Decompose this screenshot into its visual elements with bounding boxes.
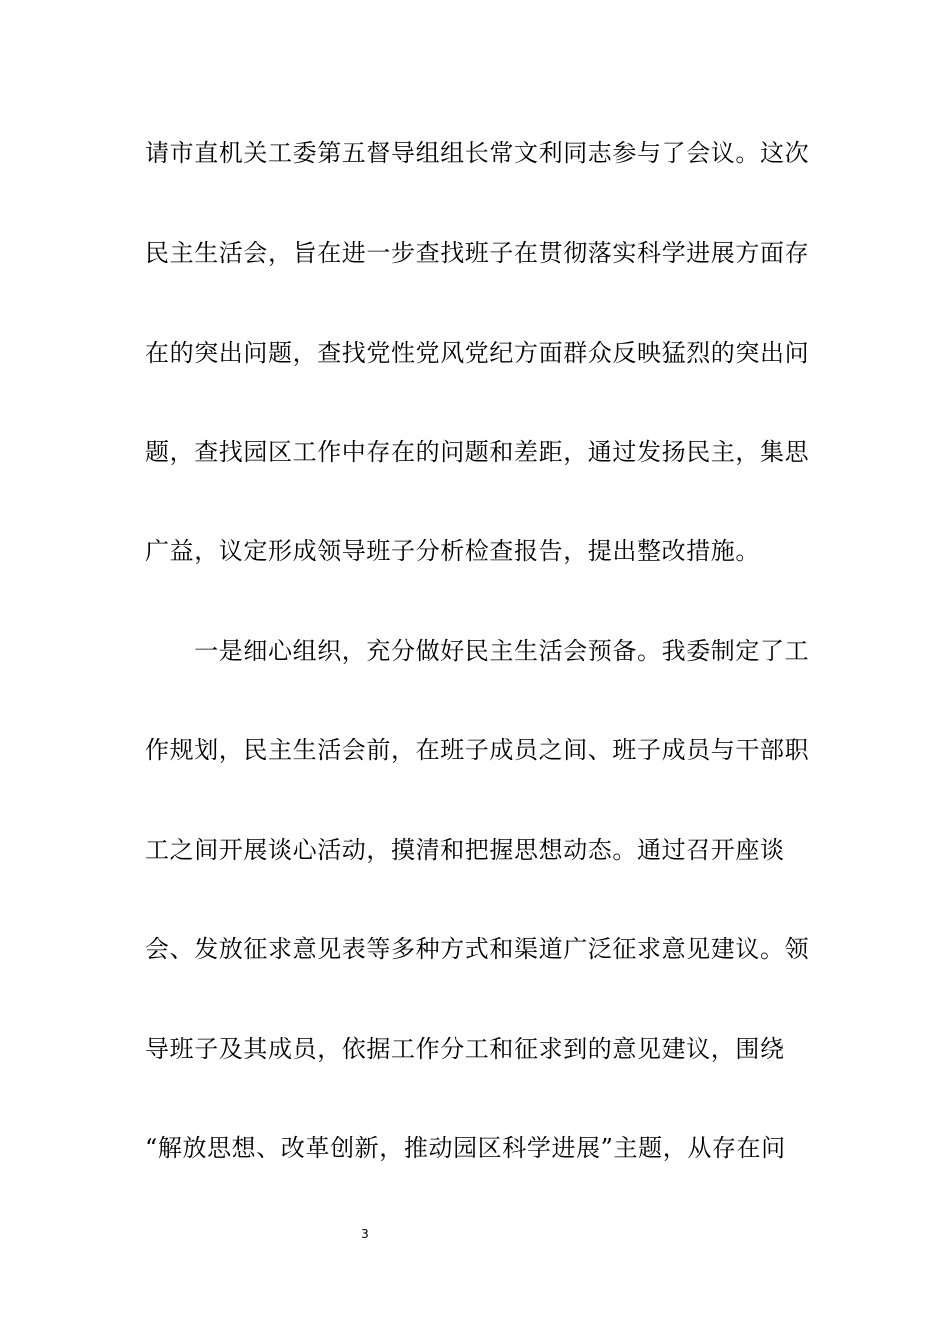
page-number: 3	[361, 1227, 369, 1241]
body-text-line: 导班子及其成员，依据工作分工和征求到的意见建议，围绕	[145, 1035, 785, 1063]
body-text-line: 广益，议定形成领导班子分析检查报告，提出整改措施。	[145, 537, 760, 565]
paragraph-first-line: 一是细心组织，充分做好民主生活会预备。我委制定了工	[145, 637, 810, 665]
body-text-line: 民主生活会，旨在进一步查找班子在贯彻落实科学进展方面存	[145, 239, 810, 267]
body-text-line: 请市直机关工委第五督导组组长常文利同志参与了会议。这次	[145, 139, 810, 167]
body-text-line: 工之间开展谈心活动，摸清和把握思想动态。通过召开座谈	[145, 836, 785, 864]
body-text-line: 在的突出问题，查找党性党风党纪方面群众反映猛烈的突出问	[145, 339, 810, 367]
body-text-line: “解放思想、改革创新，推动园区科学进展”主题，从存在问	[145, 1134, 786, 1162]
body-text-line: 作规划，民主生活会前，在班子成员之间、班子成员与干部职	[145, 736, 810, 764]
body-text-line: 会、发放征求意见表等多种方式和渠道广泛征求意见建议。领	[145, 935, 810, 963]
body-text-line: 题，查找园区工作中存在的问题和差距，通过发扬民主，集思	[145, 438, 810, 466]
